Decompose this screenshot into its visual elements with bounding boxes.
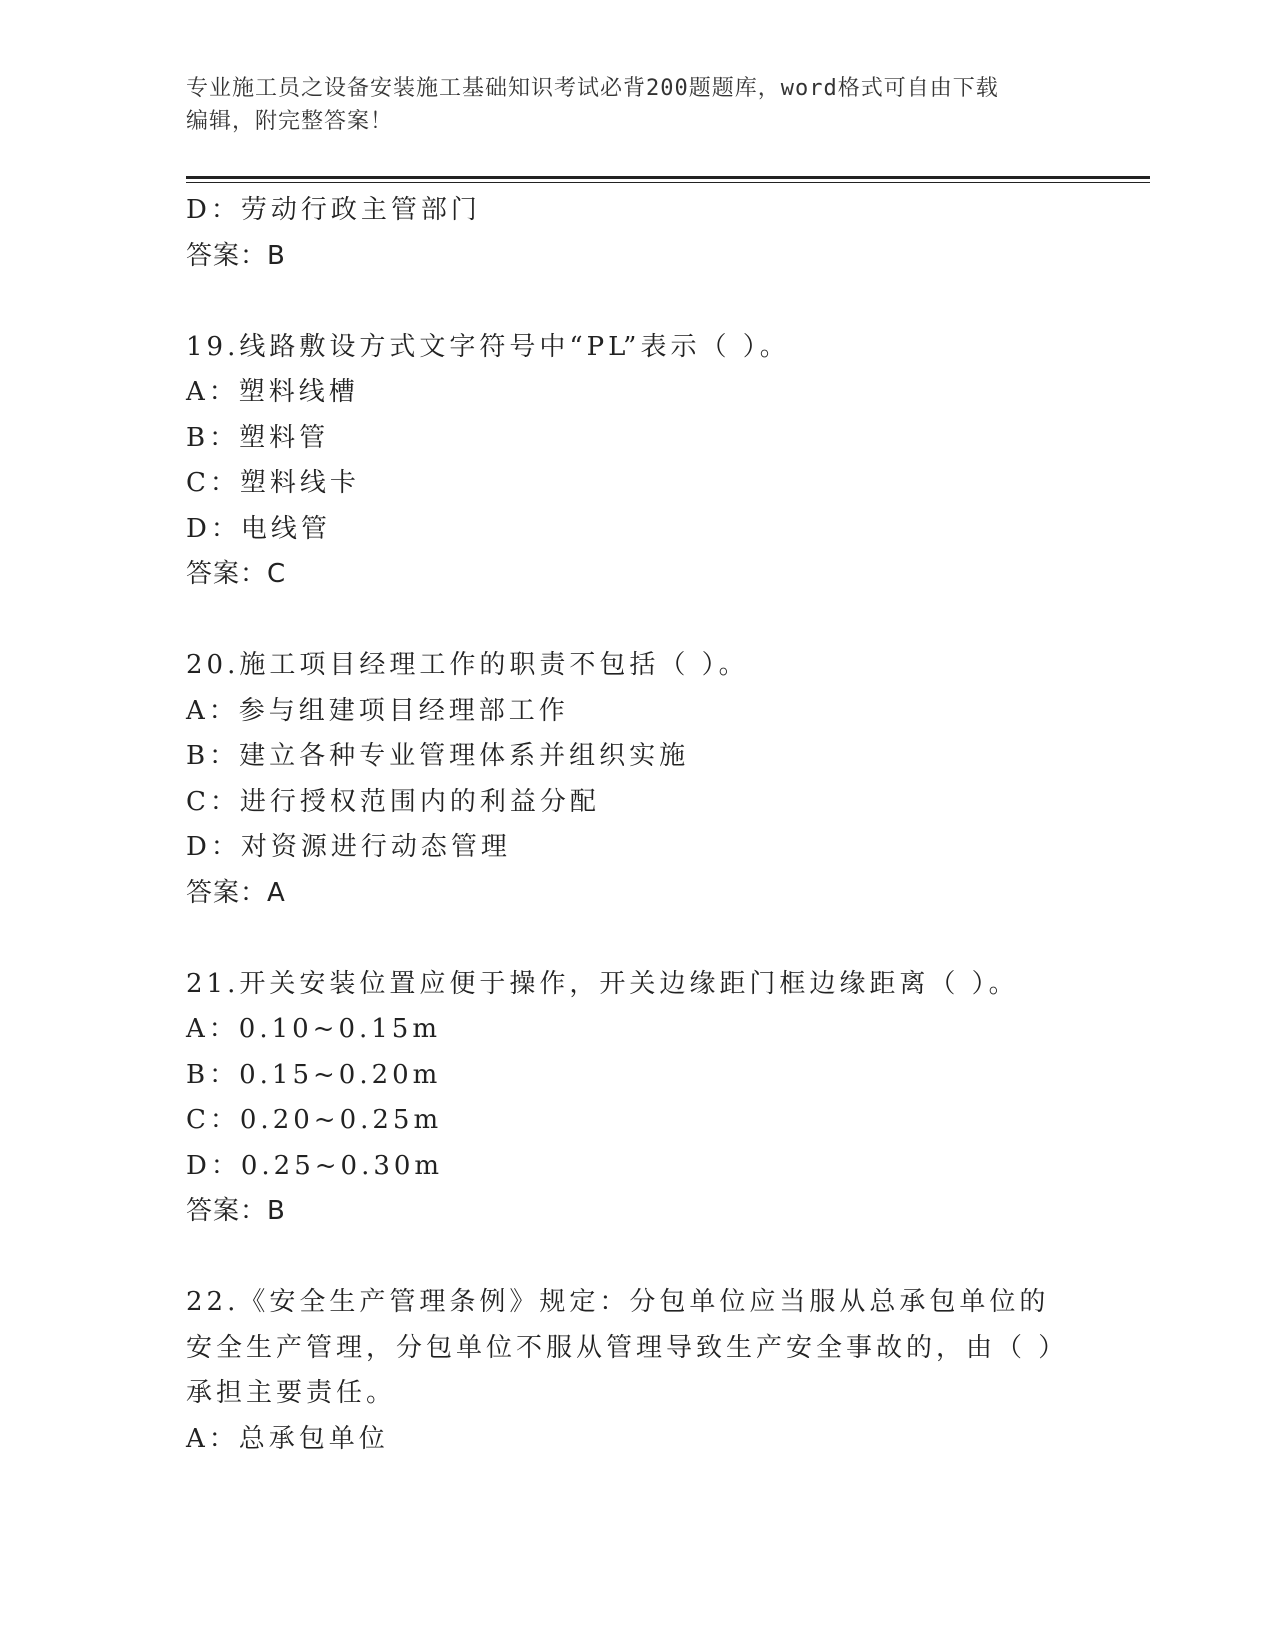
option-d: D：劳动行政主管部门 [186, 195, 481, 225]
answer: 答案：C [186, 559, 287, 589]
header-rule-thin [186, 182, 1150, 183]
option-a: A：塑料线槽 [186, 377, 359, 407]
page-header [186, 72, 1066, 138]
option-d: D：电线管 [186, 513, 331, 544]
option-a: A：0.10~0.15m [186, 1014, 441, 1044]
answer: 答案：A [186, 877, 286, 908]
option-c: C：进行授权范围内的利益分配 [186, 786, 600, 817]
question-text: 22.《安全生产管理条例》规定：分包单位应当服从总承包单位的安全生产管理，分包单位不服从管理导致生产安全事故的，由（ ）承担主要责任。 [186, 1287, 1056, 1408]
option-a: A：总承包单位 [186, 1423, 389, 1454]
option-c: C：0.20~0.25m [186, 1105, 443, 1135]
option-d: D：0.25~0.30m [186, 1150, 444, 1181]
question-18-tail [186, 188, 1086, 279]
option-b: B：建立各种专业管理体系并组织实施 [186, 741, 690, 771]
spacer [186, 598, 1086, 644]
option-c: C：塑料线卡 [186, 468, 360, 498]
question-19 [186, 325, 1086, 598]
option-b: B：0.15~0.20m [186, 1059, 442, 1090]
question-20 [186, 643, 1086, 916]
option-d: D：对资源进行动态管理 [186, 832, 511, 862]
spacer [186, 1235, 1086, 1281]
option-a: A：参与组建项目经理部工作 [186, 695, 569, 726]
option-b: B：塑料管 [186, 422, 330, 453]
answer: 答案：B [186, 1196, 286, 1226]
question-text: 21.开关安装位置应便于操作，开关边缘距门框边缘距离（ ）。 [186, 968, 1019, 999]
spacer [186, 916, 1086, 962]
question-text: 19.线路敷设方式文字符号中“PL”表示（ ）。 [186, 331, 790, 362]
header-title-line-2: 编辑，附完整答案！ [186, 109, 394, 134]
header-title-line-1: 专业施工员之设备安装施工基础知识考试必背200题题库，word格式可自由下载 [186, 76, 999, 101]
answer: 答案：B [186, 240, 286, 271]
header-rule-thick [186, 176, 1150, 179]
question-22 [186, 1280, 1086, 1462]
question-21 [186, 962, 1086, 1235]
spacer [186, 279, 1086, 325]
question-text: 20.施工项目经理工作的职责不包括（ ）。 [186, 650, 749, 680]
question-content [186, 188, 1086, 1462]
